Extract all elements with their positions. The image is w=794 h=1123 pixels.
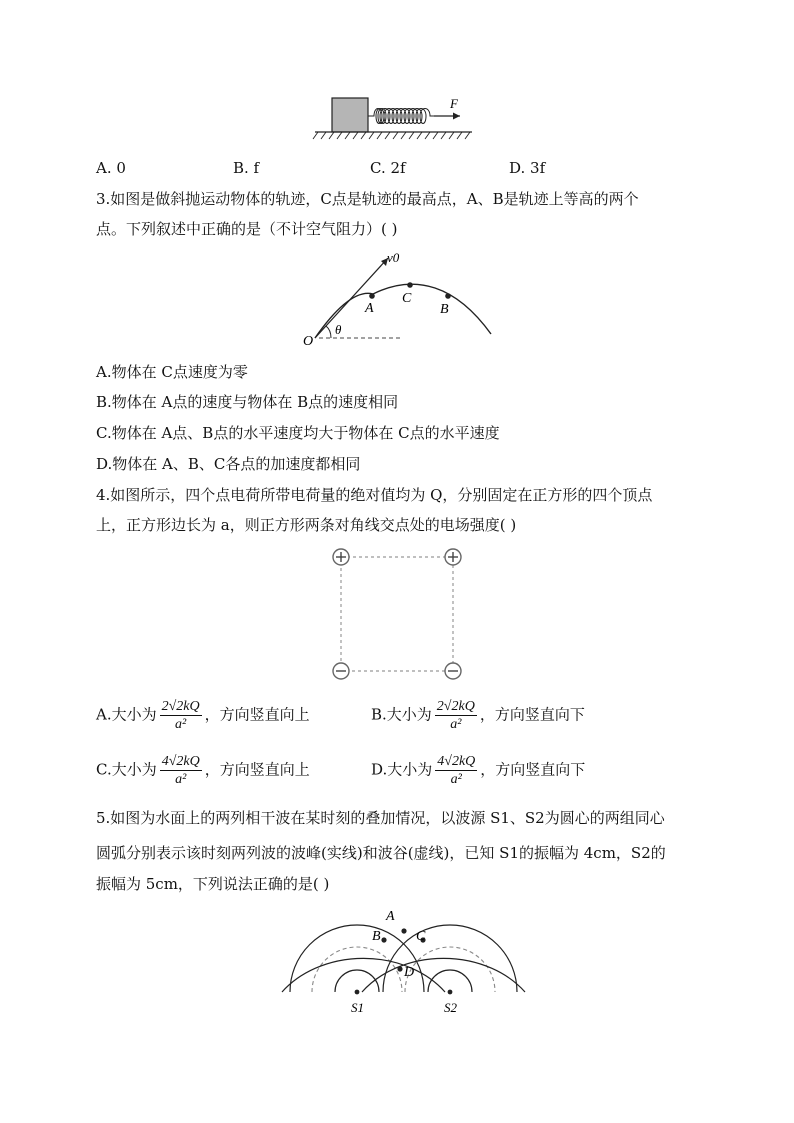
q2-option-c: C. 2f [370, 159, 406, 177]
s2-crest-large [362, 958, 525, 992]
negative-charge-bottom-right [445, 663, 461, 679]
s1-crest-large [282, 958, 445, 992]
q3-stem-line-2: 点。下列叙述中正确的是（不计空气阻力）( ) [96, 220, 398, 238]
label-s2: S2 [444, 1000, 457, 1015]
v0-label: v0 [387, 250, 400, 265]
q2-option-a: A. 0 [96, 159, 126, 177]
label-s1: S1 [351, 1000, 364, 1015]
source-s1 [355, 990, 360, 995]
force-label: F [450, 96, 458, 111]
q5-stem-line-3: 振幅为 5cm，下列说法正确的是( ) [96, 875, 330, 893]
projectile-figure [295, 248, 505, 348]
q2-option-d: D. 3f [509, 159, 546, 177]
point-b [381, 937, 386, 942]
label-a: A [365, 301, 374, 316]
positive-charge-top-left [333, 549, 349, 565]
negative-charge-bottom-left [333, 663, 349, 679]
q4-stem-line-2: 上，正方形边长为 a，则正方形两条对角线交点处的电场强度( ) [96, 516, 517, 534]
label-c: C [402, 291, 412, 306]
q3-option-c: C.物体在 A点、B点的水平速度均大于物体在 C点的水平速度 [96, 424, 500, 442]
q3-stem-line-1: 3.如图是做斜抛运动物体的轨迹，C点是轨迹的最高点，A、B是轨迹上等高的两个 [96, 190, 639, 208]
point-a [369, 293, 375, 299]
q2-option-b: B. f [233, 159, 260, 177]
q5-stem-line-2: 圆弧分别表示该时刻两列波的波峰(实线)和波谷(虚线)，已知 S1的振幅为 4cm，S2的 [96, 844, 666, 862]
positive-charge-top-right [445, 549, 461, 565]
q5-stem-line-1: 5.如图为水面上的两列相干波在某时刻的叠加情况，以波源 S1、S2为圆心的两组同心 [96, 809, 665, 827]
velocity-arrow [315, 258, 388, 338]
q3-option-b: B.物体在 A点的速度与物体在 B点的速度相同 [96, 393, 399, 411]
q4-option-c: C.大小为 $\frac{4√2kQ}{\text{a²}}$ ，方向竖直向上 [96, 754, 310, 787]
point-d [397, 966, 402, 971]
spring [368, 109, 434, 124]
q4-stem-line-1: 4.如图所示，四个点电荷所带电荷量的绝对值均为 Q，分别固定在正方形的四个顶点 [96, 486, 653, 504]
point-c [407, 282, 413, 288]
theta-arc [326, 326, 331, 338]
label-o: O [303, 334, 314, 348]
charge-square-figure [328, 544, 468, 684]
point-b [445, 293, 451, 299]
q4-option-b: B.大小为 $\frac{2√2kQ}{\text{a²}}$ ，方向竖直向下 [371, 699, 585, 732]
label-c: C [416, 929, 426, 944]
q4-option-d: D.大小为 $\frac{4√2kQ}{\text{a²}}$ ，方向竖直向下 [371, 754, 586, 787]
block [332, 98, 368, 132]
wave-interference-figure [270, 900, 530, 1020]
s1-crest-small [335, 970, 379, 992]
q3-option-a: A.物体在 C点速度为零 [96, 363, 248, 381]
source-s2 [448, 990, 453, 995]
square-outline [341, 557, 453, 671]
label-b: B [440, 302, 449, 317]
q4-option-a: A.大小为 $\frac{2√2kQ}{\text{a²}}$ ，方向竖直向上 [96, 699, 310, 732]
label-d: D [404, 965, 415, 980]
point-a [401, 928, 406, 933]
block-spring-figure [310, 92, 480, 144]
s2-crest-small [428, 970, 472, 992]
q3-option-d: D.物体在 A、B、C各点的加速度都相同 [96, 455, 361, 473]
label-b: B [372, 929, 381, 944]
label-theta: θ [335, 322, 342, 337]
label-a: A [386, 909, 395, 924]
